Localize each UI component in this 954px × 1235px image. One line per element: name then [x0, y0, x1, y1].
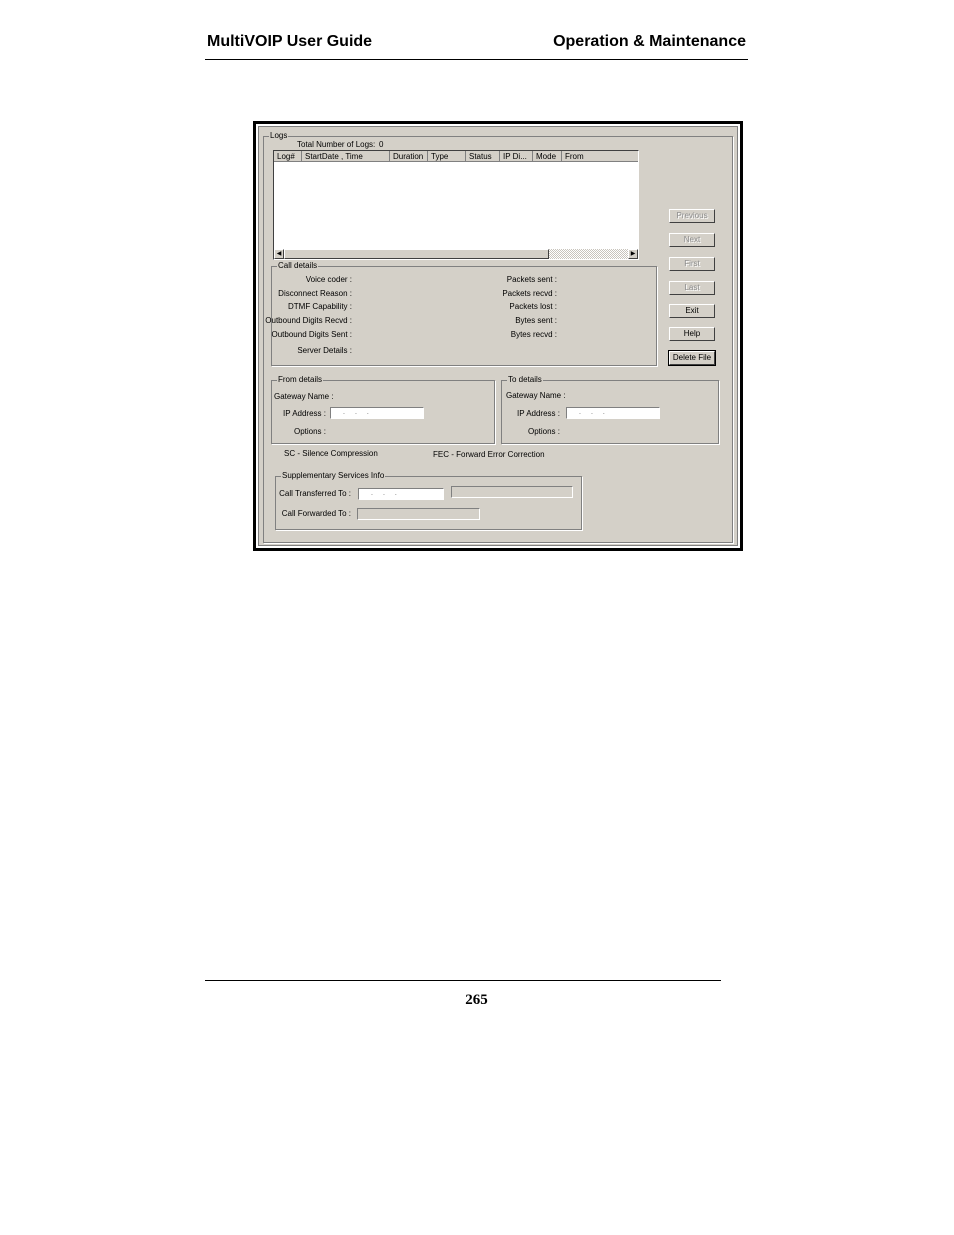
- sc-legend-text: SC - Silence Compression: [284, 449, 378, 458]
- packets-recvd-label: Packets recvd :: [502, 289, 557, 298]
- column-status[interactable]: Status: [466, 151, 500, 162]
- to-options-label: Options :: [527, 427, 560, 436]
- to-ip-address-label: IP Address :: [517, 409, 560, 418]
- screenshot-frame: [253, 121, 743, 551]
- call-forwarded-label: Call Forwarded To :: [281, 509, 351, 518]
- outbound-digits-sent-label: Outbound Digits Sent :: [271, 330, 352, 339]
- from-gateway-name-label: Gateway Name :: [274, 392, 334, 401]
- outbound-digits-recvd-label: Outbound Digits Recvd :: [265, 316, 352, 325]
- from-ip-address-field[interactable]: ...: [330, 407, 424, 419]
- page-header: [205, 33, 748, 60]
- to-gateway-name-label: Gateway Name :: [506, 391, 566, 400]
- dtmf-capability-label: DTMF Capability :: [287, 302, 352, 311]
- column-start-date-time[interactable]: StartDate , Time: [302, 151, 390, 162]
- last-button[interactable]: Last: [669, 281, 715, 295]
- next-button[interactable]: Next: [669, 233, 715, 247]
- logs-dialog: [258, 126, 738, 546]
- column-log-number[interactable]: Log#: [274, 151, 302, 162]
- help-button[interactable]: Help: [669, 327, 715, 341]
- document-title: MultiVOIP User Guide: [207, 33, 373, 50]
- disconnect-reason-label: Disconnect Reason :: [278, 289, 352, 298]
- fec-legend-text: FEC - Forward Error Correction: [433, 450, 545, 459]
- supplementary-services-group: [275, 471, 582, 530]
- column-duration[interactable]: Duration: [390, 151, 428, 162]
- total-logs-label: Total Number of Logs:: [297, 140, 376, 149]
- delete-file-button[interactable]: Delete File: [669, 351, 715, 365]
- scroll-left-icon[interactable]: ◀: [274, 249, 284, 259]
- from-options-label: Options :: [293, 427, 326, 436]
- bytes-recvd-label: Bytes recvd :: [510, 330, 557, 339]
- from-ip-address-label: IP Address :: [283, 409, 326, 418]
- from-details-legend: From details: [278, 375, 323, 384]
- call-details-legend: Call details: [278, 261, 318, 270]
- horizontal-scrollbar[interactable]: [274, 249, 638, 259]
- scroll-right-icon[interactable]: ▶: [628, 249, 638, 259]
- footer-divider: [205, 980, 721, 981]
- logs-list[interactable]: [273, 150, 639, 260]
- call-transferred-label: Call Transferred To :: [279, 489, 351, 498]
- scroll-track[interactable]: [549, 249, 628, 259]
- previous-button[interactable]: Previous: [669, 209, 715, 223]
- section-title: Operation & Maintenance: [553, 33, 746, 50]
- call-forwarded-field: [357, 508, 480, 520]
- call-transferred-name-field: [451, 486, 573, 498]
- page-number: 265: [465, 992, 488, 1008]
- column-type[interactable]: Type: [428, 151, 466, 162]
- packets-sent-label: Packets sent :: [506, 275, 557, 284]
- packets-lost-label: Packets lost :: [509, 302, 557, 311]
- logs-legend: Logs: [270, 131, 288, 140]
- column-ip-direction[interactable]: IP Di...: [500, 151, 533, 162]
- first-button[interactable]: First: [669, 257, 715, 271]
- to-details-legend: To details: [508, 375, 542, 384]
- voice-coder-label: Voice coder :: [305, 275, 352, 284]
- total-logs-value: 0: [379, 140, 384, 149]
- bytes-sent-label: Bytes sent :: [515, 316, 557, 325]
- supplementary-services-legend: Supplementary Services Info: [282, 471, 385, 480]
- scroll-thumb[interactable]: [284, 249, 549, 259]
- call-transferred-ip-field[interactable]: ...: [358, 488, 444, 500]
- column-from[interactable]: From: [562, 151, 638, 162]
- logs-list-header: [274, 151, 638, 162]
- exit-button[interactable]: Exit: [669, 304, 715, 318]
- column-mode[interactable]: Mode: [533, 151, 562, 162]
- to-ip-address-field[interactable]: ...: [566, 407, 660, 419]
- server-details-label: Server Details :: [297, 346, 352, 355]
